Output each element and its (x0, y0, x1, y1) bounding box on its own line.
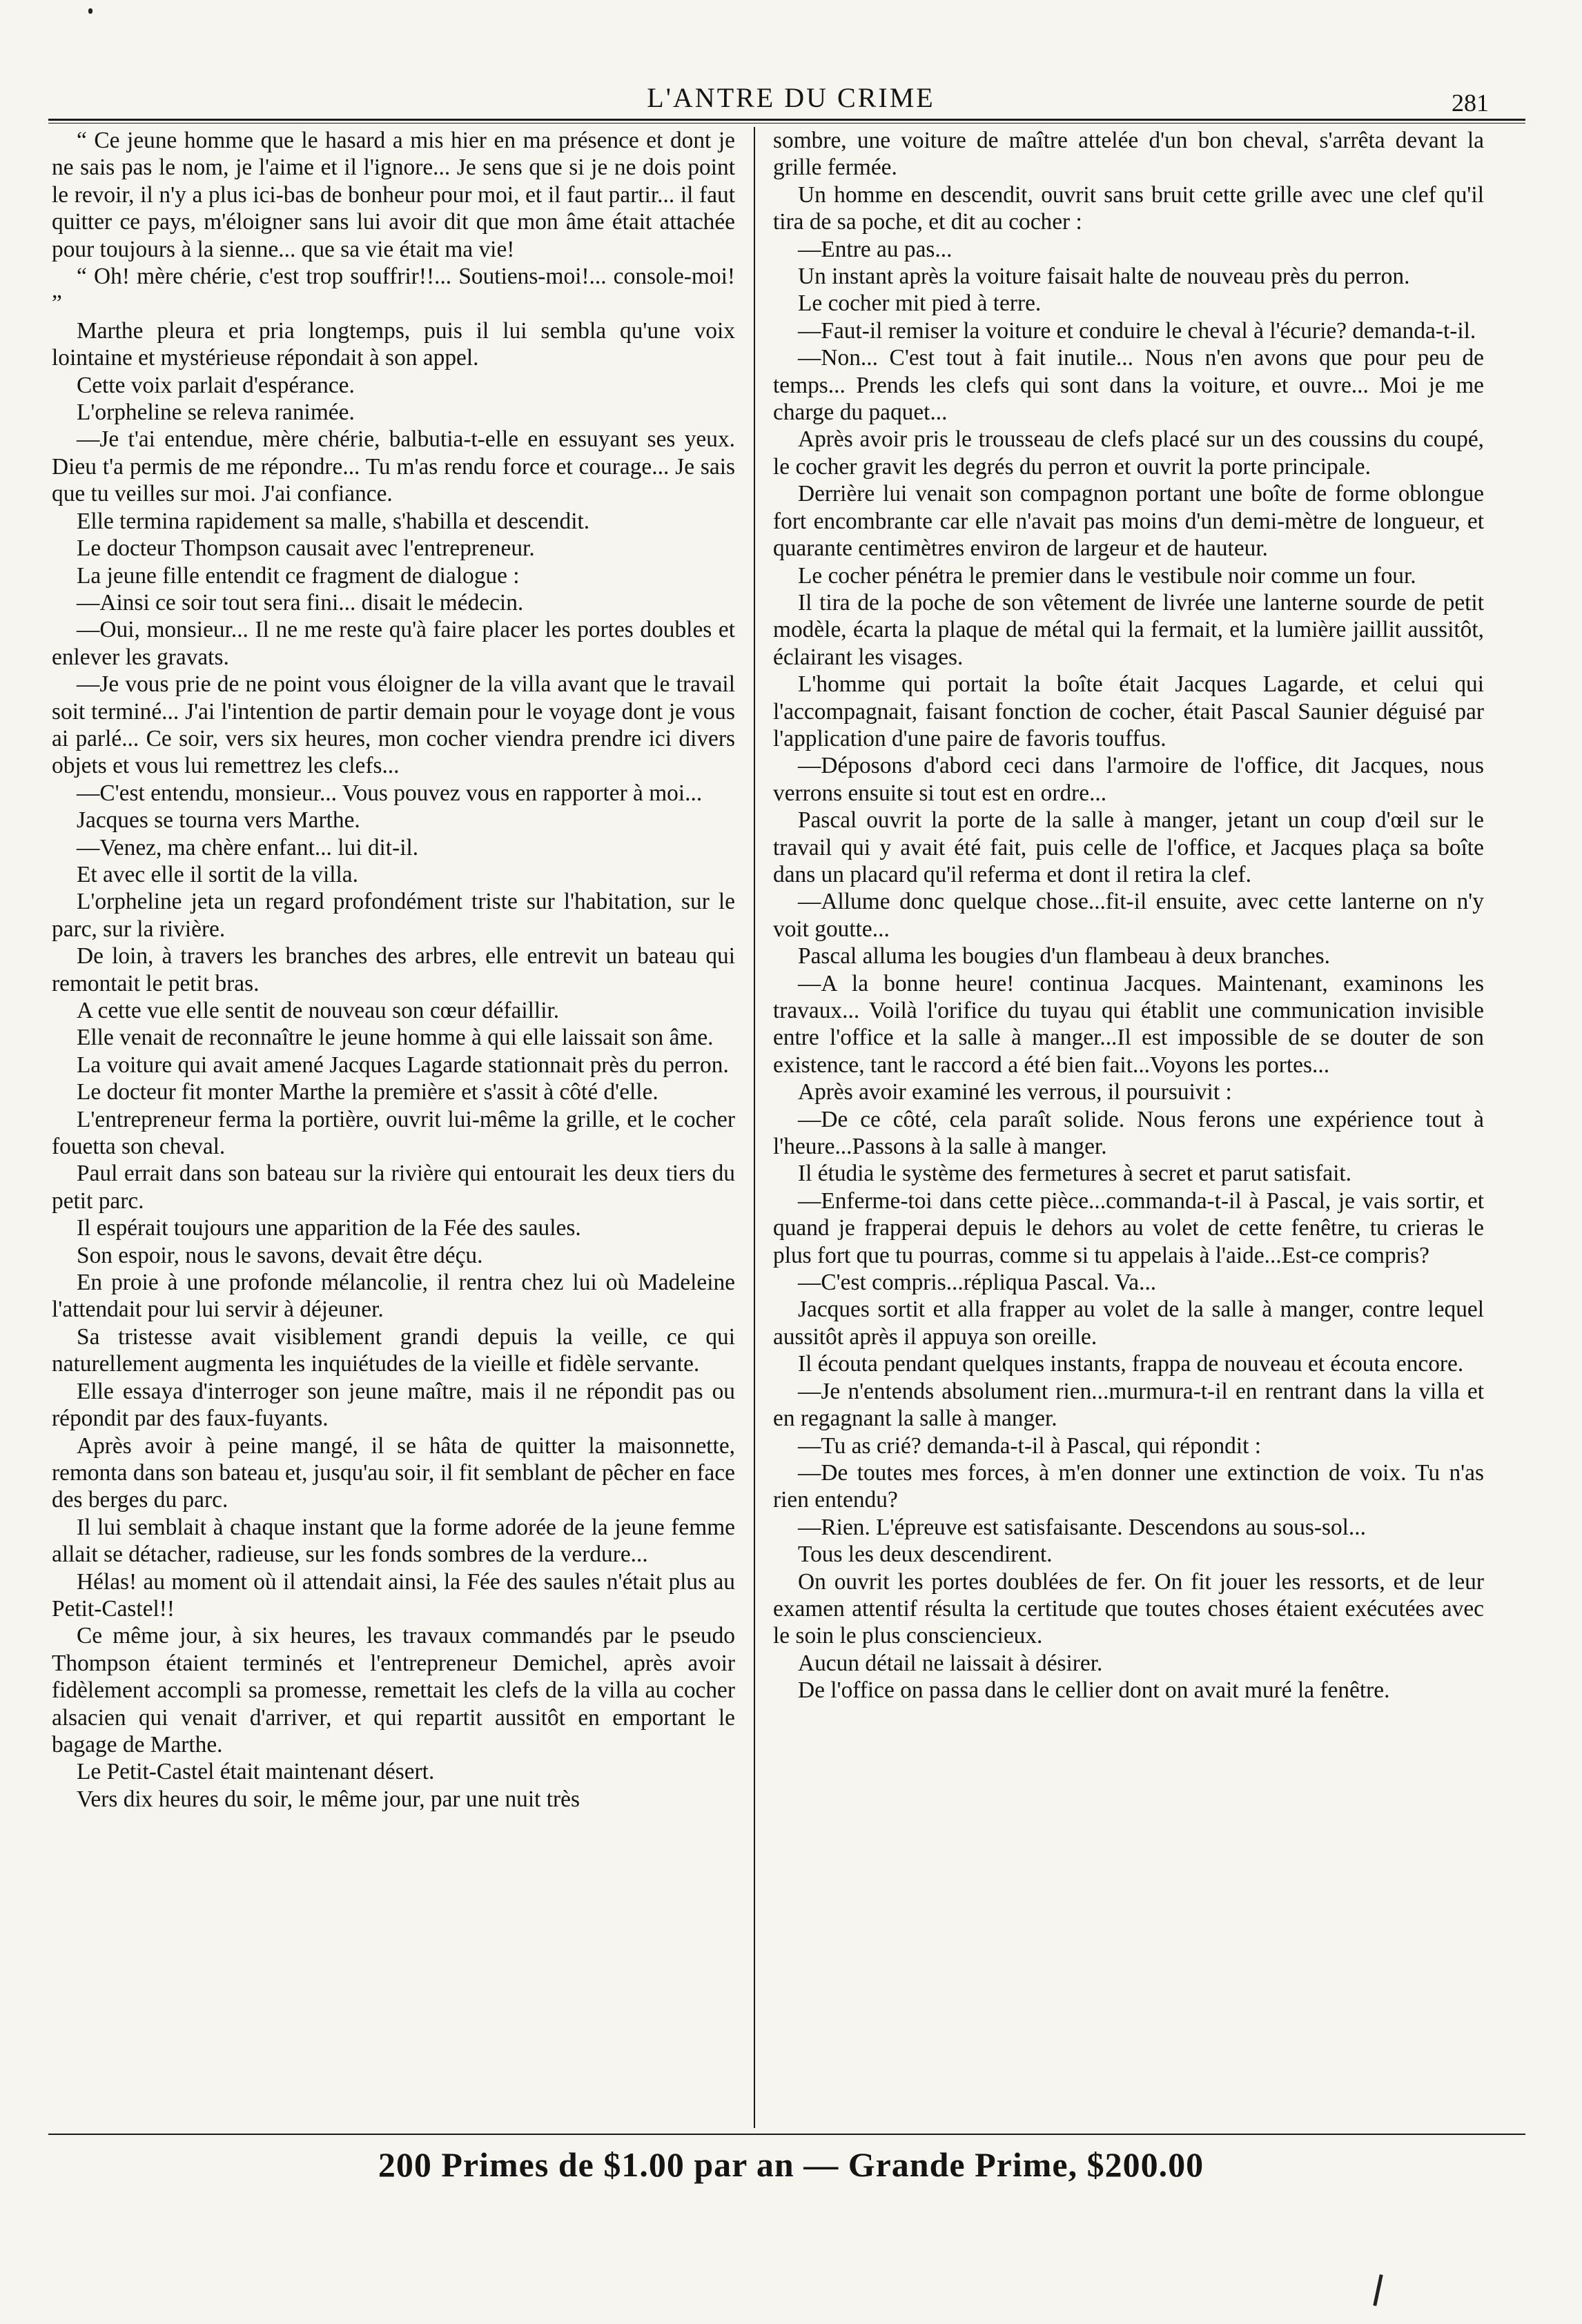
right-paragraph: Après avoir examiné les verrous, il poursuivit : (798, 1079, 1232, 1105)
left-paragraph: “ Ce jeune homme que le hasard a mis hier en ma présence et dont je ne sais pas le nom, je l'aime et il l'ignore... Je sens que si je ne dois point le revoir, il n'y a plus ici-bas de bonheur pour moi, et il faut partir... il faut quitter ce pays, m'éloigner sans lui avoir dit que mon âme était attachée pour toujours à la sienne... que sa vie était ma vie! (52, 128, 735, 262)
right-paragraph: Pascal alluma les bougies d'un flambeau à deux branches. (798, 943, 1330, 969)
right-paragraph: —De ce côté, cela paraît solide. Nous ferons une expérience tout à l'heure...Passons à la salle à manger. (773, 1106, 1484, 1160)
right-paragraph: —Entre au pas... (798, 236, 953, 262)
left-paragraph: —C'est entendu, monsieur... Vous pouvez vous en rapporter à moi... (77, 780, 703, 806)
left-paragraph: —Je vous prie de ne point vous éloigner de la villa avant que le travail soit terminé... J'ai l'intention de partir demain pour le voyage dont je vous ai parlé... Ce soir, vers six heures, mon cocher viendra prendre ici divers objets et vous lui remettrez les clefs... (52, 671, 735, 779)
right-paragraph: —Tu as crié? demanda-t-il à Pascal, qui répondit : (798, 1432, 1262, 1459)
left-paragraph: La voiture qui avait amené Jacques Lagarde stationnait près du perron. (77, 1052, 729, 1078)
left-paragraph: De loin, à travers les branches des arbres, elle entrevit un bateau qui remontait le petit bras. (52, 943, 735, 996)
left-paragraph: L'entrepreneur ferma la portière, ouvrit lui-même la grille, et le cocher fouetta son cheval. (52, 1106, 735, 1160)
left-paragraph: Marthe pleura et pria longtemps, puis il lui sembla qu'une voix lointaine et mystérieuse répondait à son appel. (52, 317, 735, 371)
margin-mark-bottom (1373, 2274, 1383, 2306)
running-title: L'ANTRE DU CRIME (647, 82, 935, 113)
left-paragraph: Cette voix parlait d'espérance. (77, 372, 355, 398)
left-paragraph: Ce même jour, à six heures, les travaux commandés par le pseudo Thompson étaient terminés et l'entrepreneur Demichel, après avoir fidèlement accompli sa promesse, remettait les clefs de la villa au cocher alsacien qui venait d'arriver, et qui repartit aussitôt en emportant le bagage de Marthe. (52, 1623, 735, 1757)
left-paragraph: Le docteur fit monter Marthe la première et s'assit à côté d'elle. (77, 1079, 658, 1105)
right-paragraph: —Non... C'est tout à fait inutile... Nous n'en avons que pour peu de temps... Prends les clefs qui sont dans la voiture, et ouvre... Moi je me charge du paquet... (773, 345, 1484, 426)
footer-rule (48, 2134, 1525, 2135)
right-paragraph: —De toutes mes forces, à m'en donner une extinction de voix. Tu n'as rien entendu? (773, 1459, 1484, 1513)
right-paragraph: —Je n'entends absolument rien...murmura-t-il en rentrant dans la villa et en regagnant la salle à manger. (773, 1378, 1484, 1432)
right-paragraph: —Faut-il remiser la voiture et conduire le cheval à l'écurie? demanda-t-il. (798, 317, 1476, 344)
left-paragraph: Jacques se tourna vers Marthe. (77, 807, 360, 834)
right-paragraph: Jacques sortit et alla frapper au volet de la salle à manger, contre lequel aussitôt après il appuya son oreille. (773, 1297, 1484, 1350)
right-paragraph: Un instant après la voiture faisait halte de nouveau près du perron. (798, 264, 1410, 290)
left-paragraph: Elle termina rapidement sa malle, s'habilla et descendit. (77, 508, 590, 534)
page-number: 281 (1452, 89, 1489, 117)
right-paragraph: —A la bonne heure! continua Jacques. Maintenant, examinons les travaux... Voilà l'orifice du tuyau qui établit une communication invisible entre l'office et la salle à manger...Il est impossible de se douter de son existence, tant le raccord a été bien fait...Voyons les portes... (773, 970, 1484, 1078)
right-column (773, 127, 1484, 2142)
right-paragraph: On ouvrit les portes doublées de fer. On fit jouer les ressorts, et de leur examen attentif résulta la certitude que toutes choses étaient exécutées avec le soin le plus consciencieux. (773, 1568, 1484, 1649)
left-paragraph: A cette vue elle sentit de nouveau son cœur défaillir. (77, 998, 560, 1023)
left-column (52, 127, 735, 2142)
left-paragraph: Paul errait dans son bateau sur la rivière qui entourait les deux tiers du petit parc. (52, 1161, 735, 1214)
footer-banner: 200 Primes de $1.00 par an — Grande Prime, $200.00 (378, 2145, 1204, 2184)
left-paragraph: “ Oh! mère chérie, c'est trop souffrir!!... Soutiens-moi!... console-moi! ” (52, 264, 735, 317)
right-paragraph: —Rien. L'épreuve est satisfaisante. Descendons au sous-sol... (798, 1514, 1366, 1540)
left-paragraph: —Venez, ma chère enfant... lui dit-il. (77, 834, 419, 860)
left-paragraph: Sa tristesse avait visiblement grandi depuis la veille, ce qui naturellement augmenta les inquiétudes de la vieille et fidèle servante. (52, 1323, 735, 1377)
left-paragraph: En proie à une profonde mélancolie, il rentra chez lui où Madeleine l'attendait pour lui servir à déjeuner. (52, 1270, 735, 1323)
header-rule-thick (48, 119, 1525, 121)
left-paragraph: Vers dix heures du soir, le même jour, par une nuit très (77, 1786, 580, 1812)
left-paragraph: —Je t'ai entendue, mère chérie, balbutia-t-elle en essuyant ses yeux. Dieu t'a permis de me répondre... Tu m'as rendu force et courage... Je sais que tu veilles sur moi. J'ai confiance. (52, 426, 735, 507)
right-paragraph: Pascal ouvrit la porte de la salle à manger, jetant un coup d'œil sur le travail qui y avait été fait, puis celle de l'office, et Jacques plaça sa boîte dans un placard qu'il referma et dont il retira la clef. (773, 807, 1484, 887)
right-paragraph: Le cocher pénétra le premier dans le vestibule noir comme un four. (798, 562, 1416, 589)
left-paragraph: Le Petit-Castel était maintenant désert. (77, 1759, 435, 1785)
right-paragraph: Tous les deux descendirent. (798, 1542, 1053, 1568)
left-paragraph: Le docteur Thompson causait avec l'entrepreneur. (77, 535, 535, 562)
left-paragraph: Il lui semblait à chaque instant que la forme adorée de la jeune femme allait se détacher, radieuse, sur les fonds sombres de la verdure... (52, 1514, 735, 1568)
left-paragraph: Il espérait toujours une apparition de la Fée des saules. (77, 1215, 581, 1241)
left-paragraph: La jeune fille entendit ce fragment de dialogue : (77, 562, 520, 589)
left-paragraph: Son espoir, nous le savons, devait être déçu. (77, 1242, 483, 1268)
left-paragraph: Et avec elle il sortit de la villa. (77, 861, 358, 887)
right-paragraph: sombre, une voiture de maître attelée d'un bon cheval, s'arrêta devant la grille fermée. (773, 128, 1484, 181)
left-paragraph: Après avoir à peine mangé, il se hâta de quitter la maisonnette, remonta dans son bateau et, jusqu'au soir, il fit semblant de pêcher en face des berges du parc. (52, 1432, 735, 1513)
right-paragraph: Le cocher mit pied à terre. (798, 290, 1042, 317)
right-paragraph: De l'office on passa dans le cellier dont on avait muré la fenêtre. (798, 1677, 1390, 1704)
left-paragraph: Elle essaya d'interroger son jeune maître, mais il ne répondit pas ou répondit par des faux-fuyants. (52, 1378, 735, 1432)
left-paragraph: L'orpheline jeta un regard profondément triste sur l'habitation, sur le parc, sur la rivière. (52, 889, 735, 942)
column-divider (754, 127, 755, 2128)
right-paragraph: Il tira de la poche de son vêtement de livrée une lanterne sourde de petit modèle, écarta la plaque de métal qui la fermait, et la lumière jaillit aussitôt, éclairant les visages. (773, 589, 1484, 670)
right-paragraph: L'homme qui portait la boîte était Jacques Lagarde, et celui qui l'accompagnait, faisant fonction de cocher, était Pascal Saunier déguisé par l'application d'une paire de favoris touffus. (773, 671, 1484, 751)
left-paragraph: Elle venait de reconnaître le jeune homme à qui elle laissait son âme. (77, 1025, 714, 1051)
left-paragraph: —Oui, monsieur... Il ne me reste qu'à faire placer les portes doubles et enlever les gravats. (52, 617, 735, 670)
left-paragraph: Hélas! au moment où il attendait ainsi, la Fée des saules n'était plus au Petit-Castel!! (52, 1568, 735, 1622)
right-paragraph: Derrière lui venait son compagnon portant une boîte de forme oblongue fort encombrante car elle n'avait pas moins d'un demi-mètre de longueur, et quarante centimètres environ de largeur et de hauteur. (773, 481, 1484, 562)
left-paragraph: L'orpheline se releva ranimée. (77, 400, 355, 426)
right-paragraph: —C'est compris...répliqua Pascal. Va... (798, 1270, 1157, 1296)
left-paragraph: —Ainsi ce soir tout sera fini... disait le médecin. (77, 589, 524, 616)
margin-mark (88, 8, 92, 14)
right-paragraph: Il écouta pendant quelques instants, frappa de nouveau et écouta encore. (798, 1351, 1464, 1377)
header-rule-thin (48, 123, 1525, 124)
right-paragraph: —Déposons d'abord ceci dans l'armoire de l'office, dit Jacques, nous verrons ensuite si tout est en ordre... (773, 753, 1484, 806)
right-paragraph: Il étudia le système des fermetures à secret et parut satisfait. (798, 1161, 1351, 1187)
right-paragraph: Après avoir pris le trousseau de clefs placé sur un des coussins du coupé, le cocher gravit les degrés du perron et ouvrit la porte principale. (773, 426, 1484, 480)
right-paragraph: —Allume donc quelque chose...fit-il ensuite, avec cette lanterne on n'y voit goutte... (773, 889, 1484, 942)
right-paragraph: Un homme en descendit, ouvrit sans bruit cette grille avec une clef qu'il tira de sa poche, et dit au cocher : (773, 181, 1484, 235)
right-paragraph: —Enferme-toi dans cette pièce...commanda-t-il à Pascal, je vais sortir, et quand je frapperai depuis le dehors au volet de cette fenêtre, tu crieras le plus fort que tu pourras, comme si tu appelais à l'aide...Est-ce compris? (773, 1188, 1484, 1268)
right-paragraph: Aucun détail ne laissait à désirer. (798, 1650, 1103, 1676)
